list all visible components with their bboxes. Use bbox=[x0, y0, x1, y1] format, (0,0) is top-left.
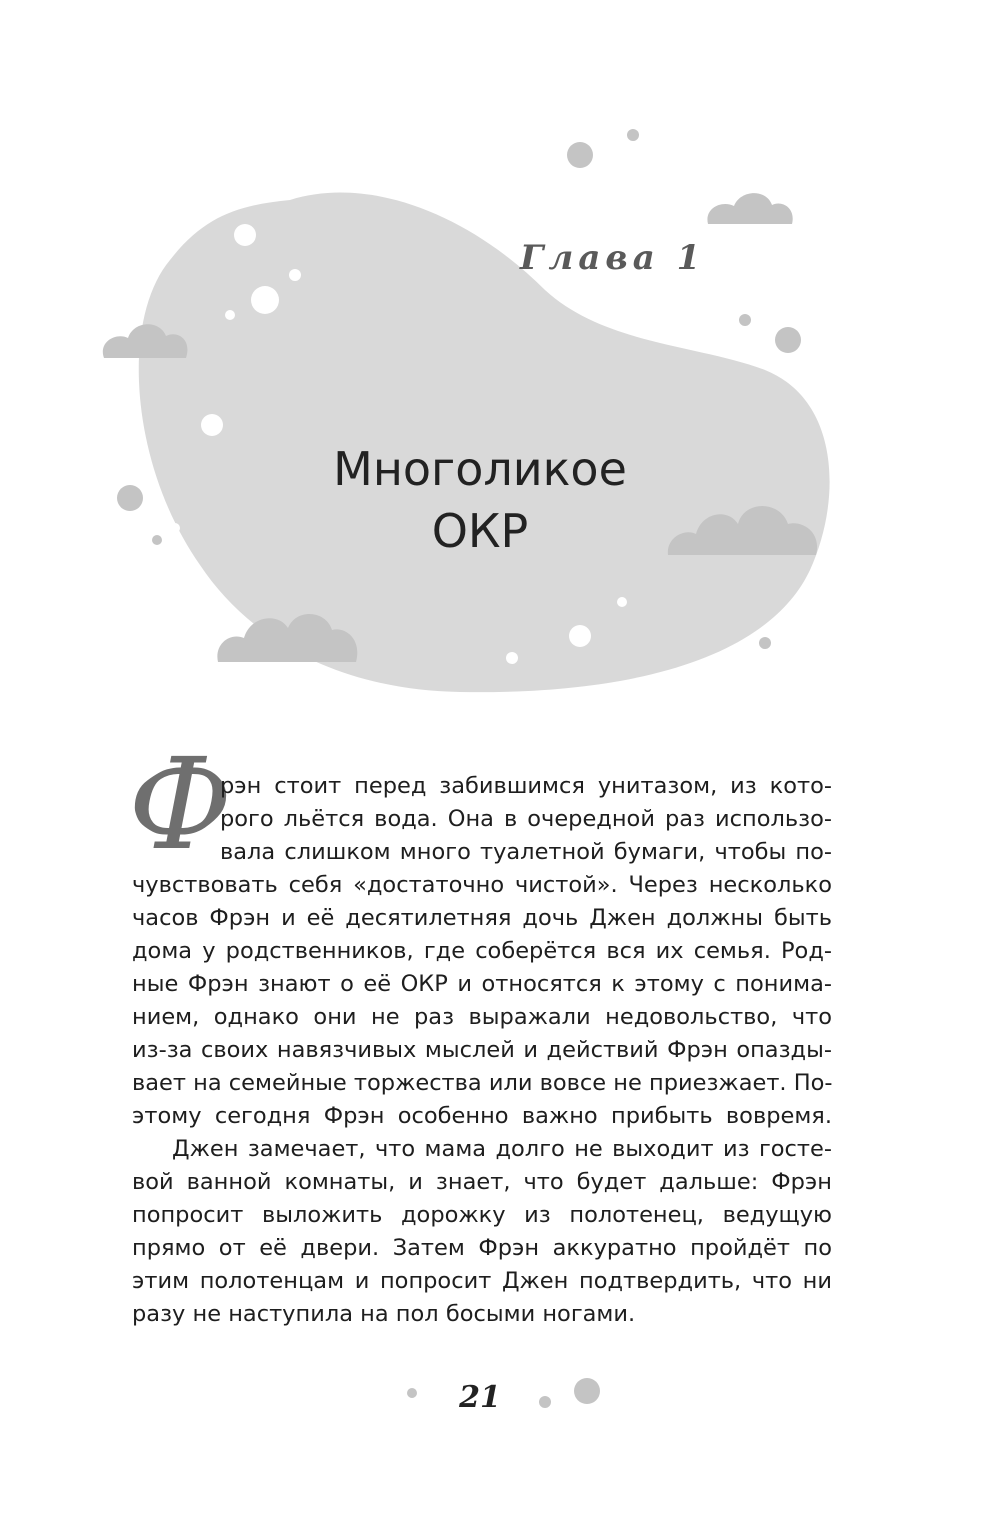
text-line: вала слишком много туалетной бумаги, чтобы по- bbox=[220, 839, 832, 865]
text-line: чувствовать себя «достаточно чистой». Через несколько bbox=[132, 872, 832, 898]
chapter-label: Глава 1 bbox=[520, 238, 706, 278]
text-line: прямо от её двери. Затем Фрэн аккуратно пройдёт по bbox=[132, 1235, 832, 1261]
cloud-icon bbox=[707, 193, 792, 224]
text-line: Джен замечает, что мама долго не выходит из госте- bbox=[172, 1136, 832, 1162]
text-line: рэн стоит перед забившимся унитазом, из кото- bbox=[220, 773, 832, 799]
text-line: ные Фрэн знают о её ОКР и относятся к этому с понима- bbox=[132, 971, 832, 997]
text-line: часов Фрэн и её десятилетняя дочь Джен должны быть bbox=[132, 905, 832, 931]
chapter-title bbox=[230, 438, 730, 562]
drop-cap-letter: Ф bbox=[128, 731, 233, 878]
text-line: вой ванной комнаты, и знает, что будет дальше: Фрэн bbox=[132, 1169, 832, 1195]
chapter-title-line: ОКР bbox=[431, 504, 529, 558]
text-line: этим полотенцам и попросит Джен подтвердить, что ни bbox=[132, 1268, 832, 1294]
text-line: вает на семейные торжества или вовсе не приезжает. По- bbox=[132, 1070, 833, 1096]
text-line: рого льётся вода. Она в очередной раз использо- bbox=[220, 806, 832, 832]
text-line: этому сегодня Фрэн особенно важно прибыть вовремя. bbox=[132, 1103, 832, 1129]
chapter-title-line: Многоликое bbox=[333, 442, 627, 496]
text-line: дома у родственников, где соберётся вся их семья. Род- bbox=[132, 938, 832, 964]
text-line: попросит выложить дорожку из полотенец, ведущую bbox=[132, 1202, 832, 1228]
page-number: 21 bbox=[459, 1380, 501, 1415]
text-line: из-за своих навязчивых мыслей и действий Фрэн опазды- bbox=[132, 1037, 832, 1063]
text-line: нием, однако они не раз выражали недовольство, что bbox=[132, 1004, 832, 1030]
text-line: разу не наступила на пол босыми ногами. bbox=[132, 1301, 636, 1327]
